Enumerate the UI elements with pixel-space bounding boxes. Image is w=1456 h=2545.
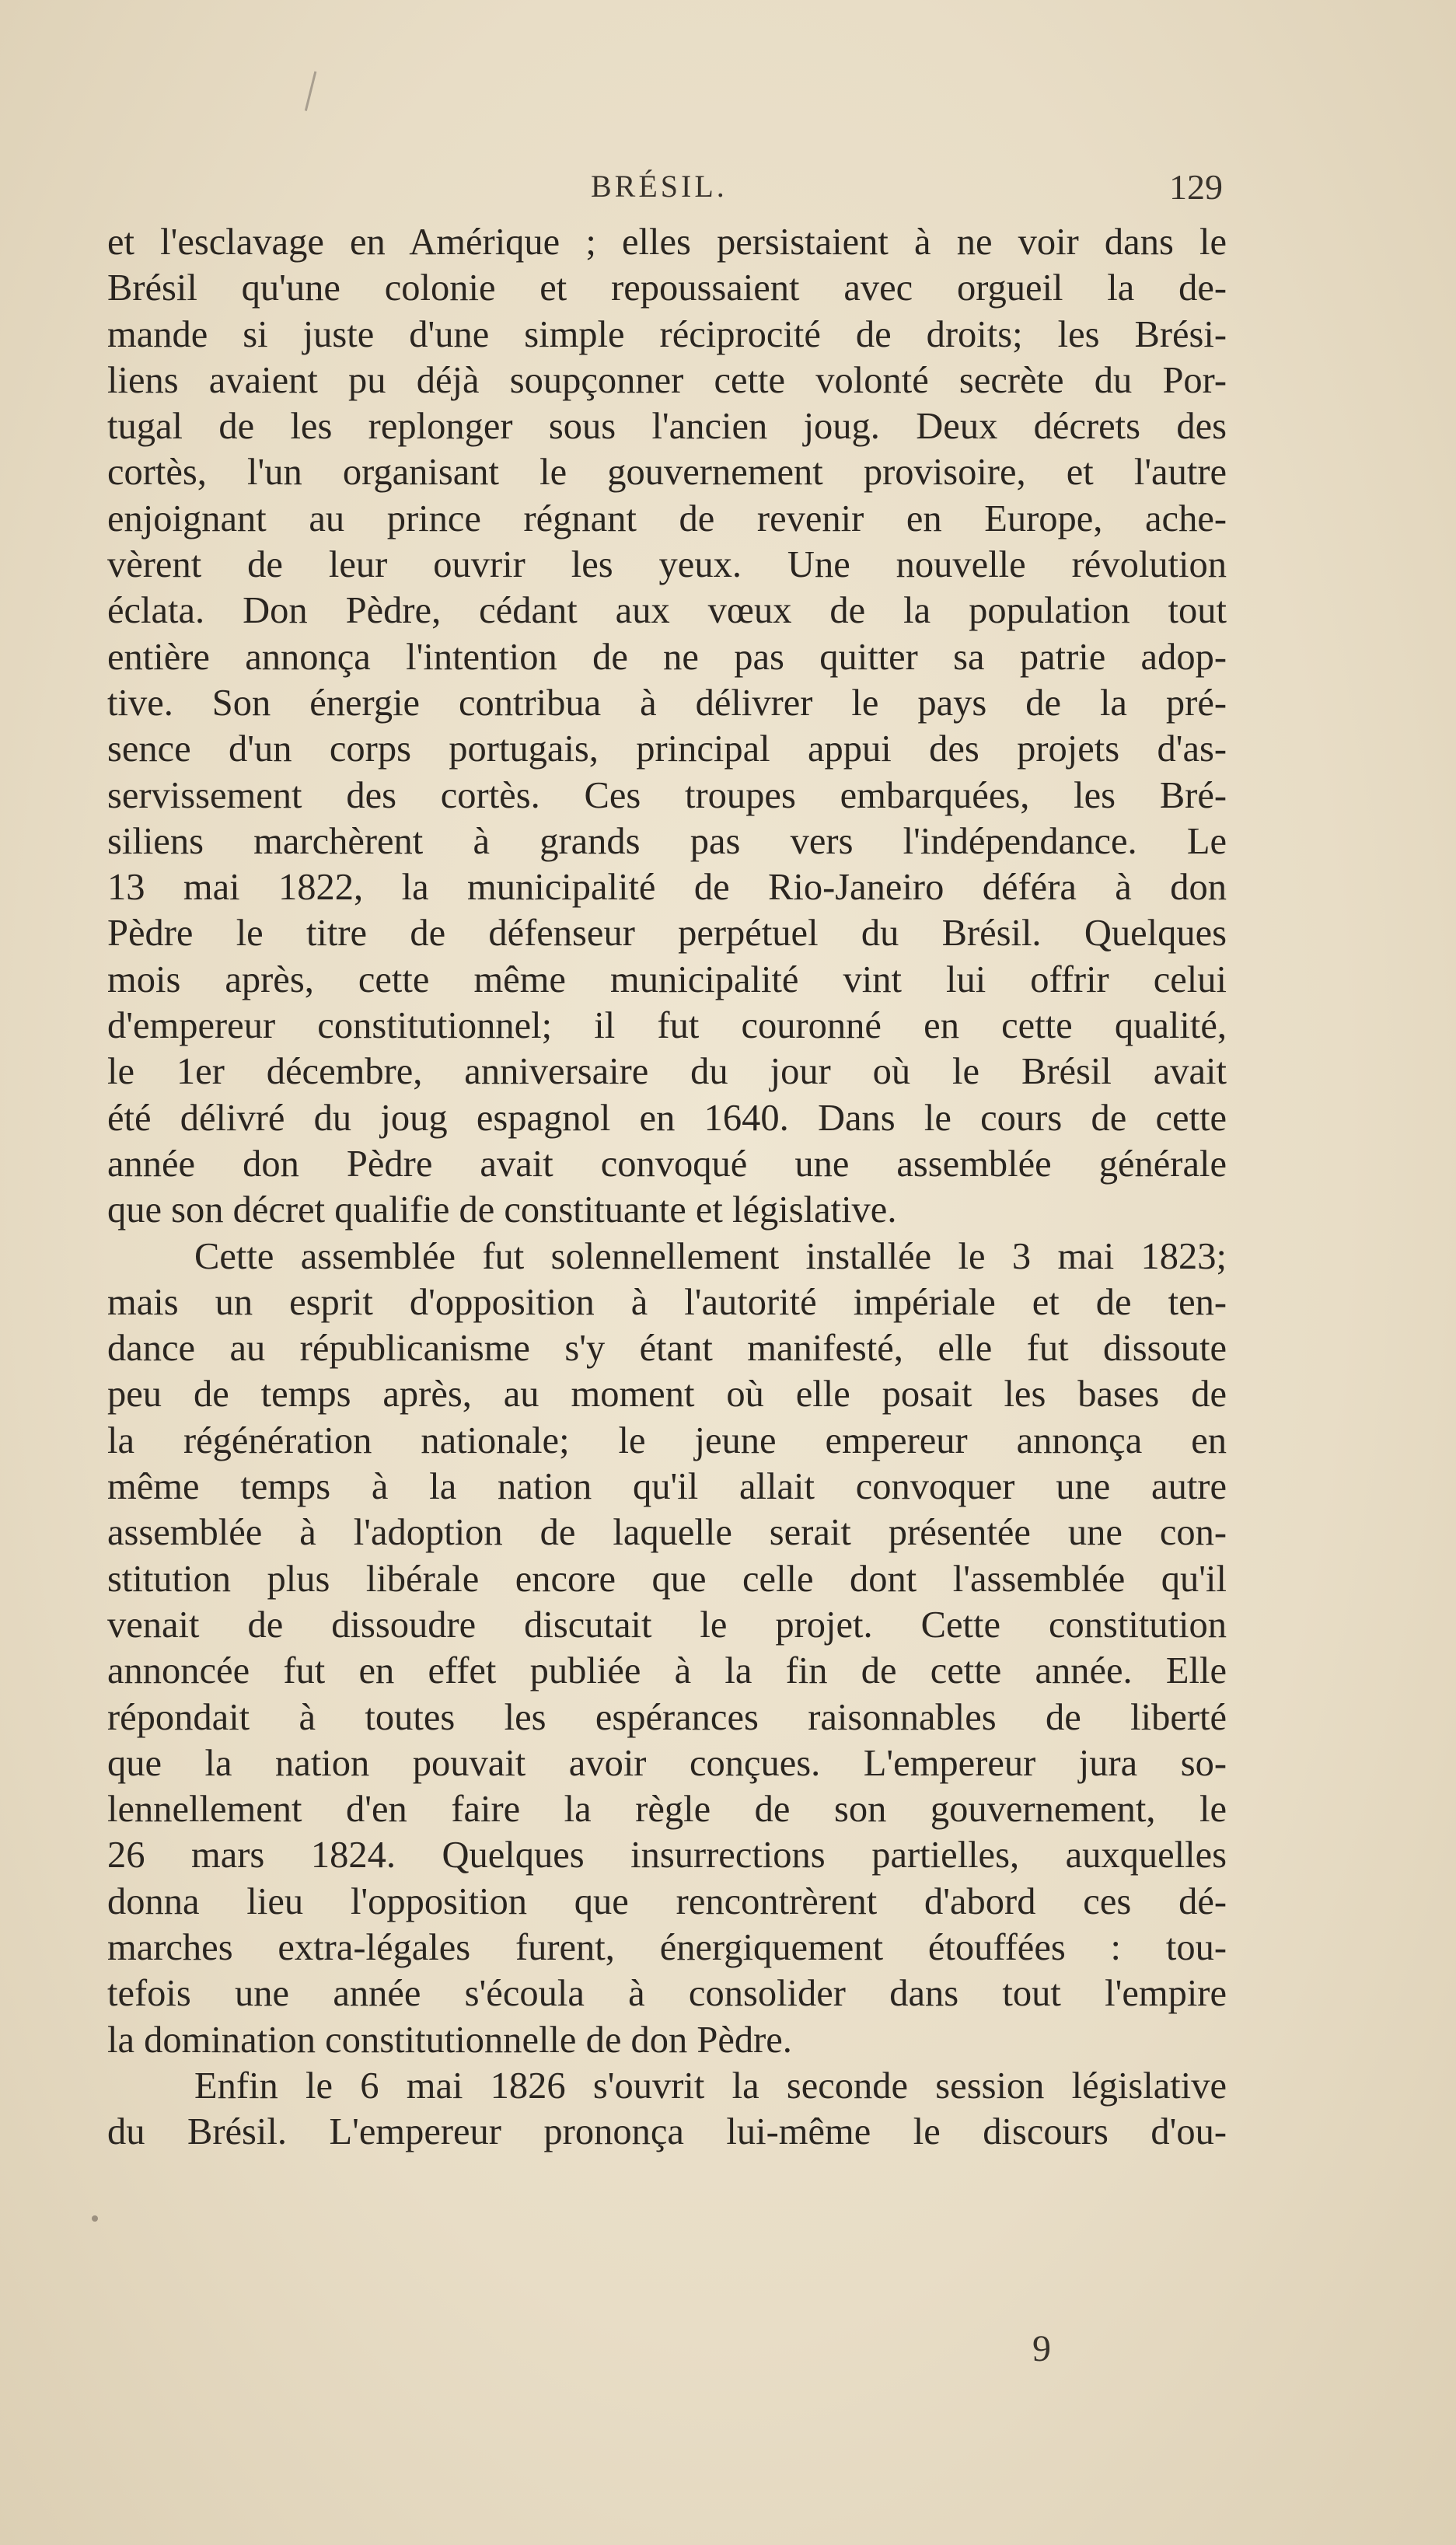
running-head: BRÉSIL. [591, 169, 728, 204]
body-text [107, 219, 1227, 2155]
ink-stain [92, 2215, 98, 2222]
text-line: cortès, l'un organisant le gouvernement provisoire, et l'autre [107, 452, 1227, 494]
page-number: 129 [1169, 167, 1223, 207]
text-line: servissement des cortès. Ces troupes embarquées, les Bré- [107, 774, 1227, 816]
text-line: dance au républicanisme s'y étant manifesté, elle fut dissoute [107, 1328, 1227, 1370]
text-line: tefois une année s'écoula à consolider dans tout l'empire [107, 1973, 1227, 2015]
text-line: Pèdre le titre de défenseur perpétuel du Brésil. Quelques [107, 913, 1227, 955]
text-line: même temps à la nation qu'il allait convoquer une autre [107, 1466, 1227, 1508]
text-line: éclata. Don Pèdre, cédant aux vœux de la population tout [107, 590, 1227, 632]
text-line: que la nation pouvait avoir conçues. L'empereur jura so- [107, 1742, 1227, 1784]
text-line: et l'esclavage en Amérique ; elles persistaient à ne voir dans le [107, 222, 1227, 263]
text-line: marches extra-légales furent, énergiquement étouffées : tou- [107, 1926, 1227, 1968]
text-line: liens avaient pu déjà soupçonner cette volonté secrète du Por- [107, 359, 1227, 401]
text-line: mois après, cette même municipalité vint lui offrir celui [107, 958, 1227, 1000]
text-line: 26 mars 1824. Quelques insurrections partielles, auxquelles [107, 1835, 1227, 1876]
text-line: du Brésil. L'empereur prononça lui-même le discours d'ou- [107, 2111, 1227, 2153]
text-line: enjoignant au prince régnant de revenir en Europe, ache- [107, 497, 1227, 539]
text-line: d'empereur constitutionnel; il fut couronné en cette qualité, [107, 1005, 1227, 1047]
text-line: donna lieu l'opposition que rencontrèrent d'abord ces dé- [107, 1880, 1227, 1922]
text-line: entière annonça l'intention de ne pas quitter sa patrie adop- [107, 636, 1227, 678]
text-line: siliens marchèrent à grands pas vers l'indépendance. Le [107, 820, 1227, 862]
text-line: mande si juste d'une simple réciprocité de droits; les Brési- [107, 313, 1227, 355]
text-line: vèrent de leur ouvrir les yeux. Une nouvelle révolution [107, 544, 1227, 586]
text-line: été délivré du joug espagnol en 1640. Dans le cours de cette [107, 1097, 1227, 1139]
text-line: la domination constitutionnelle de don Pèdre. [107, 2019, 792, 2061]
text-line: tive. Son énergie contribua à délivrer le pays de la pré- [107, 682, 1227, 724]
text-line: stitution plus libérale encore que celle dont l'assemblée qu'il [107, 1558, 1227, 1600]
text-line: sence d'un corps portugais, principal appui des projets d'as- [107, 728, 1227, 770]
text-line: que son décret qualifie de constituante et législative. [107, 1189, 897, 1231]
text-line: assemblée à l'adoption de laquelle serait présentée une con- [107, 1512, 1227, 1554]
text-line: 13 mai 1822, la municipalité de Rio-Janeiro déféra à don [107, 867, 1227, 909]
text-line: année don Pèdre avait convoqué une assemblée générale [107, 1143, 1227, 1185]
text-line: répondait à toutes les espérances raisonnables de liberté [107, 1696, 1227, 1738]
text-line: le 1er décembre, anniversaire du jour où le Brésil avait [107, 1051, 1227, 1093]
text-line: peu de temps après, au moment où elle posait les bases de [107, 1374, 1227, 1416]
text-line: Enfin le 6 mai 1826 s'ouvrit la seconde session législative [194, 2065, 1227, 2107]
text-line: Cette assemblée fut solennellement installée le 3 mai 1823; [194, 1235, 1227, 1277]
pencil-mark [305, 72, 321, 113]
text-line: venait de dissoudre discutait le projet. Cette constitution [107, 1604, 1227, 1646]
text-line: Brésil qu'une colonie et repoussaient avec orgueil la de- [107, 267, 1227, 309]
text-line: mais un esprit d'opposition à l'autorité impériale et de ten- [107, 1281, 1227, 1323]
signature-mark: 9 [1032, 2328, 1051, 2369]
text-line: lennellement d'en faire la règle de son gouvernement, le [107, 1789, 1227, 1831]
text-line: tugal de les replonger sous l'ancien joug. Deux décrets des [107, 406, 1227, 448]
text-line: la régénération nationale; le jeune empereur annonça en [107, 1419, 1227, 1461]
text-line: annoncée fut en effet publiée à la fin de cette année. Elle [107, 1650, 1227, 1692]
